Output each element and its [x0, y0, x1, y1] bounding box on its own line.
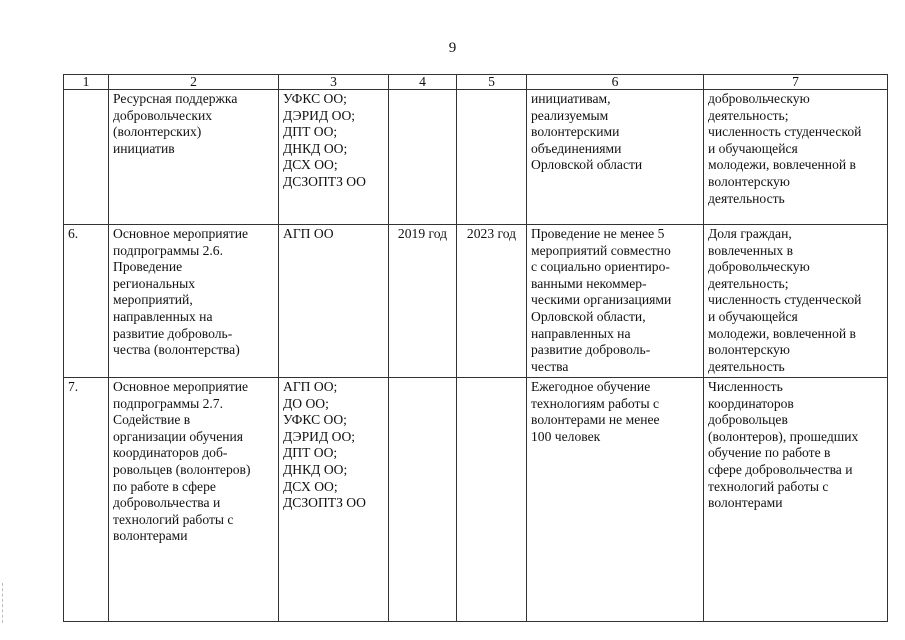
- start-year-cell: [389, 378, 457, 622]
- end-year-cell: 2023 год: [457, 225, 527, 378]
- header-col-3: 3: [279, 75, 389, 90]
- start-year-cell: [389, 90, 457, 225]
- program-table: [63, 74, 888, 622]
- header-col-5: 5: [457, 75, 527, 90]
- result-cell: Ежегодное обучение технологиям работы с волонтерами не менее 100 человек: [527, 378, 704, 622]
- result-cell: Проведение не менее 5 мероприятий совместно с социально ориентиро- ванными некоммер- ческими организациями Орловской области, направленных на развитие доброволь- чества: [527, 225, 704, 378]
- indicator-cell: добровольческую деятельность; численность студенческой и обучающейся молодежи, вовлеченной в волонтерскую деятельность: [704, 90, 888, 225]
- scan-edge-mark: [2, 583, 5, 623]
- event-cell: Ресурсная поддержка добровольческих (волонтерских) инициатив: [109, 90, 279, 225]
- row-number: [64, 90, 109, 225]
- row-number: 6.: [64, 225, 109, 378]
- header-row: [64, 75, 888, 90]
- table-header: [64, 75, 888, 90]
- page-number: 9: [448, 40, 457, 56]
- executors-cell: АГП ОО: [279, 225, 389, 378]
- indicator-cell: Доля граждан, вовлеченных в добровольческую деятельность; численность студенческой и обучающейся молодежи, вовлеченной в волонтерскую деятельность: [704, 225, 888, 378]
- event-cell: Основное мероприятие подпрограммы 2.7. Содействие в организации обучения координаторов доб- ровольцев (волонтеров) по работе в сфере добровольчества и технологий работы с волонтерами: [109, 378, 279, 622]
- start-year-cell: 2019 год: [389, 225, 457, 378]
- event-cell: Основное мероприятие подпрограммы 2.6. Проведение региональных мероприятий, направленных на развитие доброволь- чества (волонтерства): [109, 225, 279, 378]
- indicator-cell: Численность координаторов добровольцев (волонтеров), прошедших обучение по работе в сфере добровольчества и технологий работы с волонтерами: [704, 378, 888, 622]
- result-cell: инициативам, реализуемым волонтерскими объединениями Орловской области: [527, 90, 704, 225]
- header-col-1: 1: [64, 75, 109, 90]
- header-col-7: 7: [704, 75, 888, 90]
- end-year-cell: [457, 90, 527, 225]
- end-year-cell: [457, 378, 527, 622]
- table-row: [64, 378, 888, 622]
- table-row: [64, 90, 888, 225]
- executors-cell: АГП ОО; ДО ОО; УФКС ОО; ДЭРИД ОО; ДПТ ОО; ДНКД ОО; ДСХ ОО; ДСЗОПТЗ ОО: [279, 378, 389, 622]
- header-col-6: 6: [527, 75, 704, 90]
- row-number: 7.: [64, 378, 109, 622]
- table-row: [64, 225, 888, 378]
- header-col-2: 2: [109, 75, 279, 90]
- executors-cell: УФКС ОО; ДЭРИД ОО; ДПТ ОО; ДНКД ОО; ДСХ ОО; ДСЗОПТЗ ОО: [279, 90, 389, 225]
- header-col-4: 4: [389, 75, 457, 90]
